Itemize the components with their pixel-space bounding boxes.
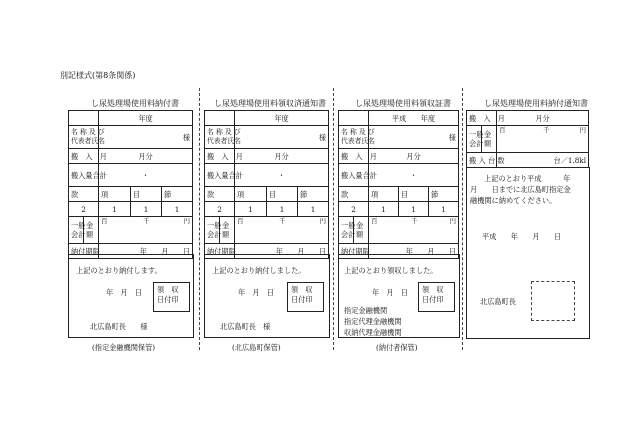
kingaku: 金 額 bbox=[84, 217, 99, 244]
form-title-0: し尿処理場使用料納付書 bbox=[91, 99, 179, 108]
date: 年 月 日 bbox=[106, 288, 142, 297]
mayor: 北広島町長 様 bbox=[90, 322, 148, 331]
form-table-2: 平成 年度 名 称 及 び 代表者氏名 様 搬 入 月 月分 搬入量合計 ・ 款 項 目 節 2 1 1 1 一般 会計 金 額 百 千 円 納付期限 年 月 日 bbox=[338, 110, 459, 259]
ippan-kaikei: 一般 会計 bbox=[69, 217, 84, 244]
count-value: 台／1.8kl bbox=[497, 153, 589, 168]
deadline-value: 年 月 日 bbox=[99, 244, 193, 259]
form-header: 別記様式(第8条関係) bbox=[60, 71, 136, 80]
sama: 様 bbox=[99, 126, 193, 149]
form-title-2: し尿処理場使用料領収証書 bbox=[355, 99, 451, 108]
count-label: 搬 入 台 数 bbox=[467, 153, 497, 168]
total-label: 搬入量合計 bbox=[69, 164, 99, 187]
caption: (指定金融機関保管) bbox=[92, 343, 156, 352]
bank: 指定代理金融機関 bbox=[344, 317, 402, 326]
bank: 指定金融機関 bbox=[344, 306, 388, 315]
cut-line bbox=[199, 88, 200, 350]
deadline-label: 納付期限 bbox=[69, 244, 99, 259]
form-table-0: 年度 名 称 及 び 代表者氏名 様 搬 入 月 月分 搬入量合計 ・ 款 項 目 節 2 1 1 1 一般 会計 金 額 百 千 円 納付期限 年 月 日 bbox=[68, 110, 193, 259]
bank: 収納代理金融機関 bbox=[344, 328, 402, 337]
fiscal-year: 年度 bbox=[99, 111, 193, 126]
form-title-1: し尿処理場使用料領収済通知書 bbox=[214, 99, 326, 108]
seal-box bbox=[531, 281, 575, 321]
form-table-3: 搬 入 月 月分 一般 会計 金 額 百 千 円 搬 入 台 数 台／1.8kl bbox=[466, 110, 589, 168]
cut-line bbox=[462, 88, 463, 350]
cut-line bbox=[333, 88, 334, 350]
month-value: 月分 bbox=[99, 149, 193, 164]
form-table-1: 年度 名 称 及 び 代表者氏名 様 搬 入 月 月分 搬入量合計 ・ 款 項 目 節 2 1 1 1 一般 会計 金 額 百 千 円 納付期限 年 月 日 bbox=[204, 110, 329, 259]
total-value: ・ bbox=[99, 164, 193, 187]
form-title-3: し尿処理場使用料納付通知書 bbox=[484, 99, 588, 108]
statement: 上記のとおり納付します。 bbox=[76, 266, 162, 275]
month-label: 搬 入 月 bbox=[69, 149, 99, 164]
name-label: 名 称 及 び 代表者氏名 bbox=[69, 126, 99, 149]
